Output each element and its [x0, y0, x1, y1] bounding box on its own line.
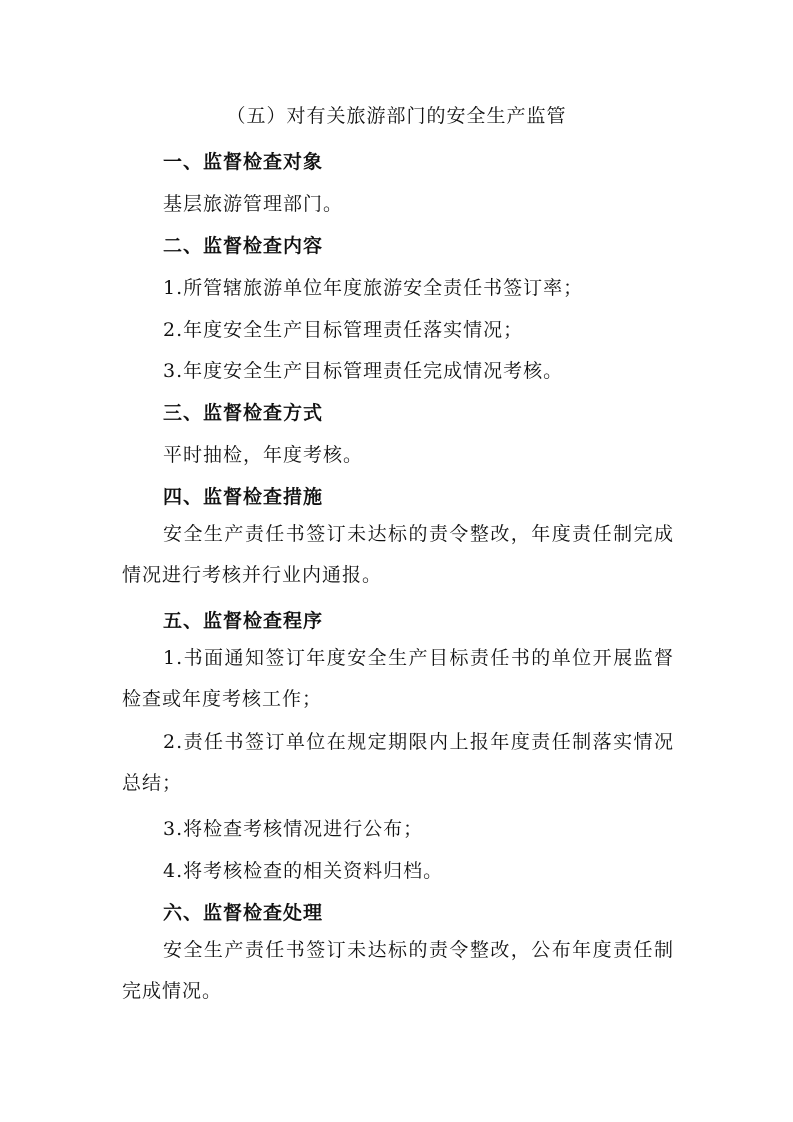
section-paragraph: 平时抽检，年度考核。: [163, 444, 364, 466]
list-item: 1.所管辖旅游单位年度旅游安全责任书签订率；: [163, 277, 584, 299]
document-title: （五）对有关旅游部门的安全生产监管: [226, 105, 567, 127]
section-heading: 三、监督检查方式: [163, 402, 324, 424]
section-paragraph: 安全生产责任书签订未达标的责令整改，年度责任制完成情况进行考核并行业内通报。: [122, 523, 674, 586]
section-paragraph: 安全生产责任书签订未达标的责令整改，公布年度责任制完成情况。: [122, 939, 674, 1002]
list-item: 1.书面通知签订年度安全生产目标责任书的单位开展监督检查或年度考核工作；: [122, 647, 674, 710]
list-item: 2.责任书签订单位在规定期限内上报年度责任制落实情况总结；: [122, 731, 674, 794]
list-item: 3.年度安全生产目标管理责任完成情况考核。: [163, 360, 564, 382]
section-paragraph: 基层旅游管理部门。: [163, 193, 344, 215]
section-heading: 二、监督检查内容: [163, 235, 324, 257]
section-heading: 五、监督检查程序: [163, 610, 324, 632]
section-heading: 六、监督检查处理: [163, 902, 324, 924]
list-item: 3.将检查考核情况进行公布；: [163, 818, 424, 840]
list-item: 4.将考核检查的相关资料归档。: [163, 860, 444, 882]
section-heading: 四、监督检查措施: [163, 486, 324, 508]
list-item: 2.年度安全生产目标管理责任落实情况；: [163, 319, 524, 341]
section-heading: 一、监督检查对象: [163, 151, 324, 173]
